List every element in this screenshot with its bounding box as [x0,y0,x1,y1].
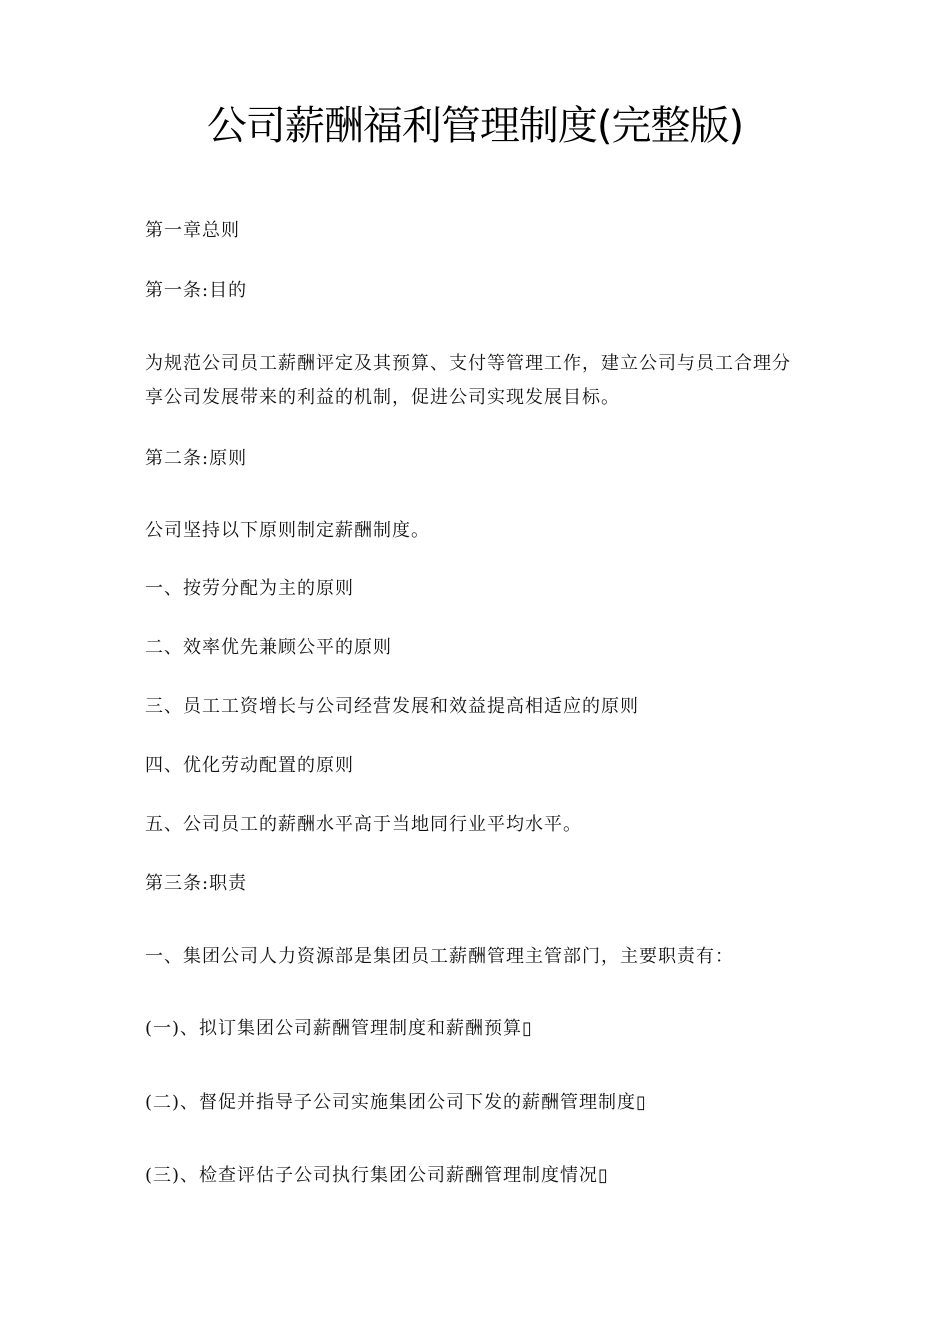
duty-sub-item: (二)、督促并指导子公司实施集团公司下发的薪酬管理制度▯ [145,1092,647,1113]
duty-1-text: 一、集团公司人力资源部是集团员工薪酬管理主管部门，主要职责有： [145,946,734,967]
duty-sub-item: (一)、拟订集团公司薪酬管理制度和薪酬预算▯ [145,1018,533,1039]
principle-item: 三、员工工资增长与公司经营发展和效益提高相适应的原则 [145,696,639,717]
principle-item: 一、按劳分配为主的原则 [145,578,354,599]
article-2-intro: 公司坚持以下原则制定薪酬制度。 [145,520,430,541]
article-3-heading: 第三条:职责 [145,873,248,894]
principle-item: 五、公司员工的薪酬水平高于当地同行业平均水平。 [145,814,582,835]
article-2-heading: 第二条:原则 [145,448,248,469]
chapter-heading: 第一章总则 [145,220,240,241]
article-1-body: 为规范公司员工薪酬评定及其预算、支付等管理工作，建立公司与员工合理分享公司发展带来的利益的机制，促进公司实现发展目标。 [145,353,791,408]
article-1-heading: 第一条:目的 [145,280,248,301]
principle-item: 四、优化劳动配置的原则 [145,755,354,776]
principle-item: 二、效率优先兼顾公平的原则 [145,637,392,658]
duty-sub-item: (三)、检查评估子公司执行集团公司薪酬管理制度情况▯ [145,1165,609,1186]
document-title: 公司薪酬福利管理制度(完整版) [206,103,744,149]
